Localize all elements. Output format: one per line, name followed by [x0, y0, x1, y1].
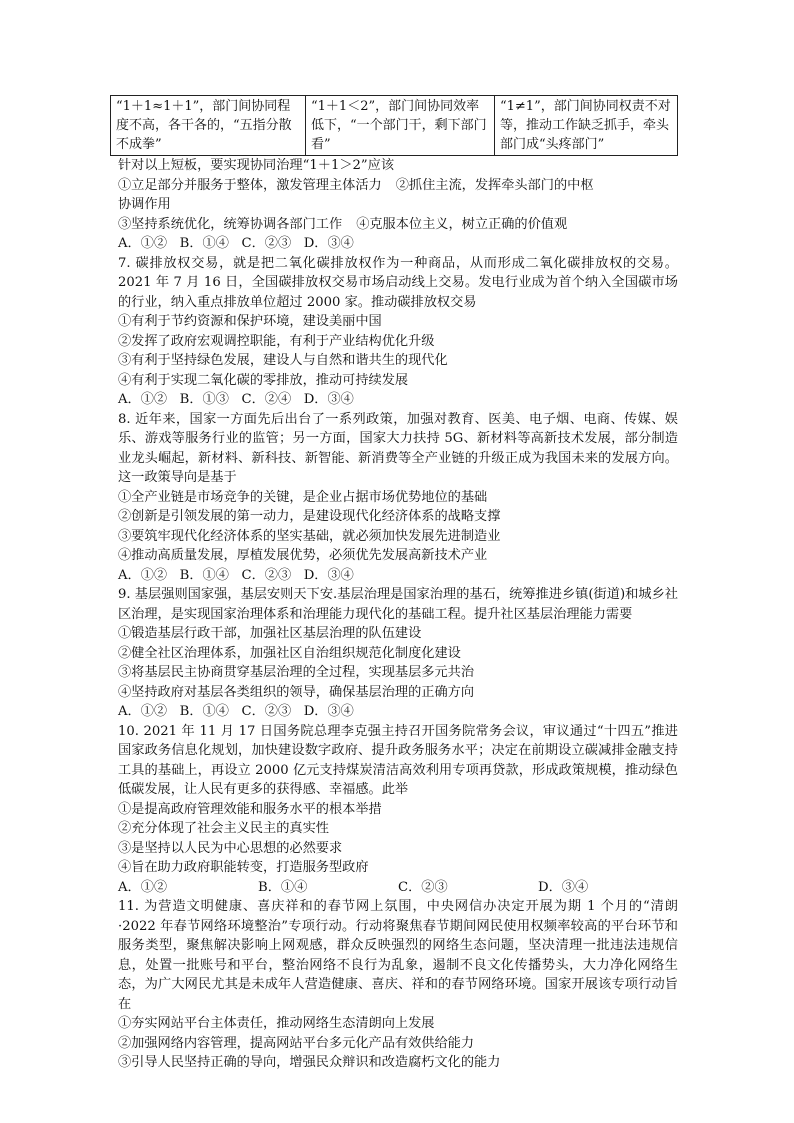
q10-choice-d: D．③④: [538, 879, 589, 895]
q7-choices: A．①② B．①③ C．②④ D．③④: [118, 392, 354, 407]
q8-option-2: ②创新是引领发展的第一动力，是建设现代化经济体系的战略支撑: [118, 509, 501, 524]
q11-stem: 11. 为营造文明健康、喜庆祥和的春节网上氛围，中央网信办决定开展为期 1 个月的“清朗·2022 年春节网络环境整治”专项行动。行动将聚焦春节期间网民使用权频率较高的平台环节和服务类型，聚焦解决影响上网观感，群众反映强烈的网络生态问题，坚决清理一批违法违规信息，处置一批账号和平台，整治网络不良行为乱象，遏制不良文化传播势头，大力净化网络生态，为广大网民尤其是未成年人营造健康、喜庆、祥和的春节网络环境。国家开展该专项行动旨在: [118, 899, 678, 1012]
q8-option-4: ④推动高质量发展，厚植发展优势，必须优先发展高新技术产业: [118, 548, 488, 563]
q6-option-line: [118, 215, 678, 235]
shortcomings-table: [110, 95, 678, 156]
q10-option-1: ①是提高政府管理效能和服务水平的根本举措: [118, 801, 382, 817]
q6-stem: 针对以上短板，要实现协同治理“1＋1＞2”应该: [118, 158, 395, 173]
q9-option-2: ②健全社区治理体系，加强社区自治组织规范化制度化建设: [118, 645, 461, 661]
table-cell: “1＋1≈1＋1”，部门间协同程度不高，各干各的，“五指分散不成拳”: [111, 96, 306, 156]
q7-option-4: ④有利于实现二氧化碳的零排放，推动可持续发展: [118, 372, 409, 388]
q9-option-4: ④坚持政府对基层各类组织的领导，确保基层治理的正确方向: [118, 684, 475, 700]
q11-option-2: ②加强网络内容管理，提高网站平台多元化产品有效供给能力: [118, 1035, 475, 1051]
q8-choices: A．①② B．①④ C．②③ D．③④: [118, 567, 354, 583]
q8-stem: 8. 近年来，国家一方面先后出台了一系列政策，加强对教育、医美、电子烟、电商、传媒、娱乐、游戏等服务行业的监管；另一方面，国家大力扶持 5G、新材料等高新技术发展，部分制造业龙头崛起，新材料、新科技、新智能、新消费等全产业链的升级正成为我国未来的发展方向。这一政策导向是基于: [118, 411, 678, 485]
table-row: [111, 96, 678, 156]
q8-option-3: ③要筑牢现代化经济体系的坚实基础，就必须加快发展先进制造业: [118, 528, 501, 544]
q6-option-3: ③坚持系统优化，统筹协调各部门工作: [118, 216, 343, 232]
q10-choice-c: C．②③: [398, 879, 448, 895]
q8-option-1: ①全产业链是市场竞争的关键，是企业占据市场优势地位的基础: [118, 489, 488, 505]
q7-option-2: ②发挥了政府宏观调控职能，有利于产业结构优化升级: [118, 333, 435, 349]
q10-choices: [118, 878, 678, 898]
q7-stem: 7. 碳排放权交易，就是把二氧化碳排放权作为一种商品，从而形成二氧化碳排放权的交易。2021 年 7 月 16 日，全国碳排放权交易市场启动线上交易。发电行业成为首个纳入全国碳市场的行业，纳入重点排放单位超过 2000 家。推动碳排放权交易: [118, 255, 678, 310]
q7-option-1: ①有利于节约资源和保护环境，建设美丽中国: [118, 314, 382, 329]
q6-option-4: ④克服本位主义，树立正确的价值观: [356, 216, 568, 232]
q10-option-2: ②充分体现了社会主义民主的真实性: [118, 821, 329, 836]
q9-option-1: ①锻造基层行政干部，加强社区基层治理的队伍建设: [118, 626, 422, 641]
table-cell: “1≠1”，部门间协同权责不对等，推动工作缺乏抓手，牵头部门成“头疼部门”: [495, 96, 678, 156]
q6-option-2-cont: 协调作用: [118, 197, 171, 212]
q9-stem: 9. 基层强则国家强，基层安则天下安.基层治理是国家治理的基石，统筹推进乡镇(街道)和城乡社区治理，是实现国家治理体系和治理能力现代化的基础工程。提升社区基层治理能力需要: [118, 587, 678, 622]
q10-stem: 10. 2021 年 11 月 17 日国务院总理李克强主持召开国务院常务会议，审议通过“十四五”推进国家政务信息化规划，加快建设数字政府、提升政务服务水平；决定在前期设立碳减排金融支持工具的基础上，再设立 2000 亿元支持煤炭清洁高效利用专项再贷款，形成政策规模，推动绿色低碳发展，让人民有更多的获得感、幸福感。此举: [118, 723, 678, 797]
q9-option-3: ③将基层民主协商贯穿基层治理的全过程，实现基层多元共治: [118, 665, 475, 680]
q6-option-1: ①立足部分并服务于整体，激发管理主体活力: [118, 177, 382, 193]
q10-choice-b: B．①④: [258, 879, 308, 895]
q10-option-3: ③是坚持以人民为中心思想的必然要求: [118, 840, 343, 856]
q10-option-4: ④旨在助力政府职能转变，打造服务型政府: [118, 860, 369, 875]
q9-choices: A．①② B．①④ C．②③ D．③④: [118, 704, 354, 719]
q6-choices: A．①② B．①④ C．②③ D．③④: [118, 236, 354, 251]
q10-choice-a: A．①②: [118, 879, 168, 895]
q6-option-line: [118, 176, 678, 196]
q6-option-2: ②抓住主流，发挥牵头部门的中枢: [395, 177, 594, 193]
q11-option-1: ①夯实网站平台主体责任，推动网络生态清朗向上发展: [118, 1016, 435, 1031]
exam-page: [118, 95, 678, 1073]
table-cell: “1＋1＜2”，部门间协同效率低下，“一个部门干，剩下部门看”: [306, 96, 495, 156]
q7-option-3: ③有利于坚持绿色发展，建设人与自然和谐共生的现代化: [118, 353, 448, 368]
q11-option-3: ③引导人民坚持正确的导向，增强民众辩识和改造腐朽文化的能力: [118, 1055, 501, 1070]
